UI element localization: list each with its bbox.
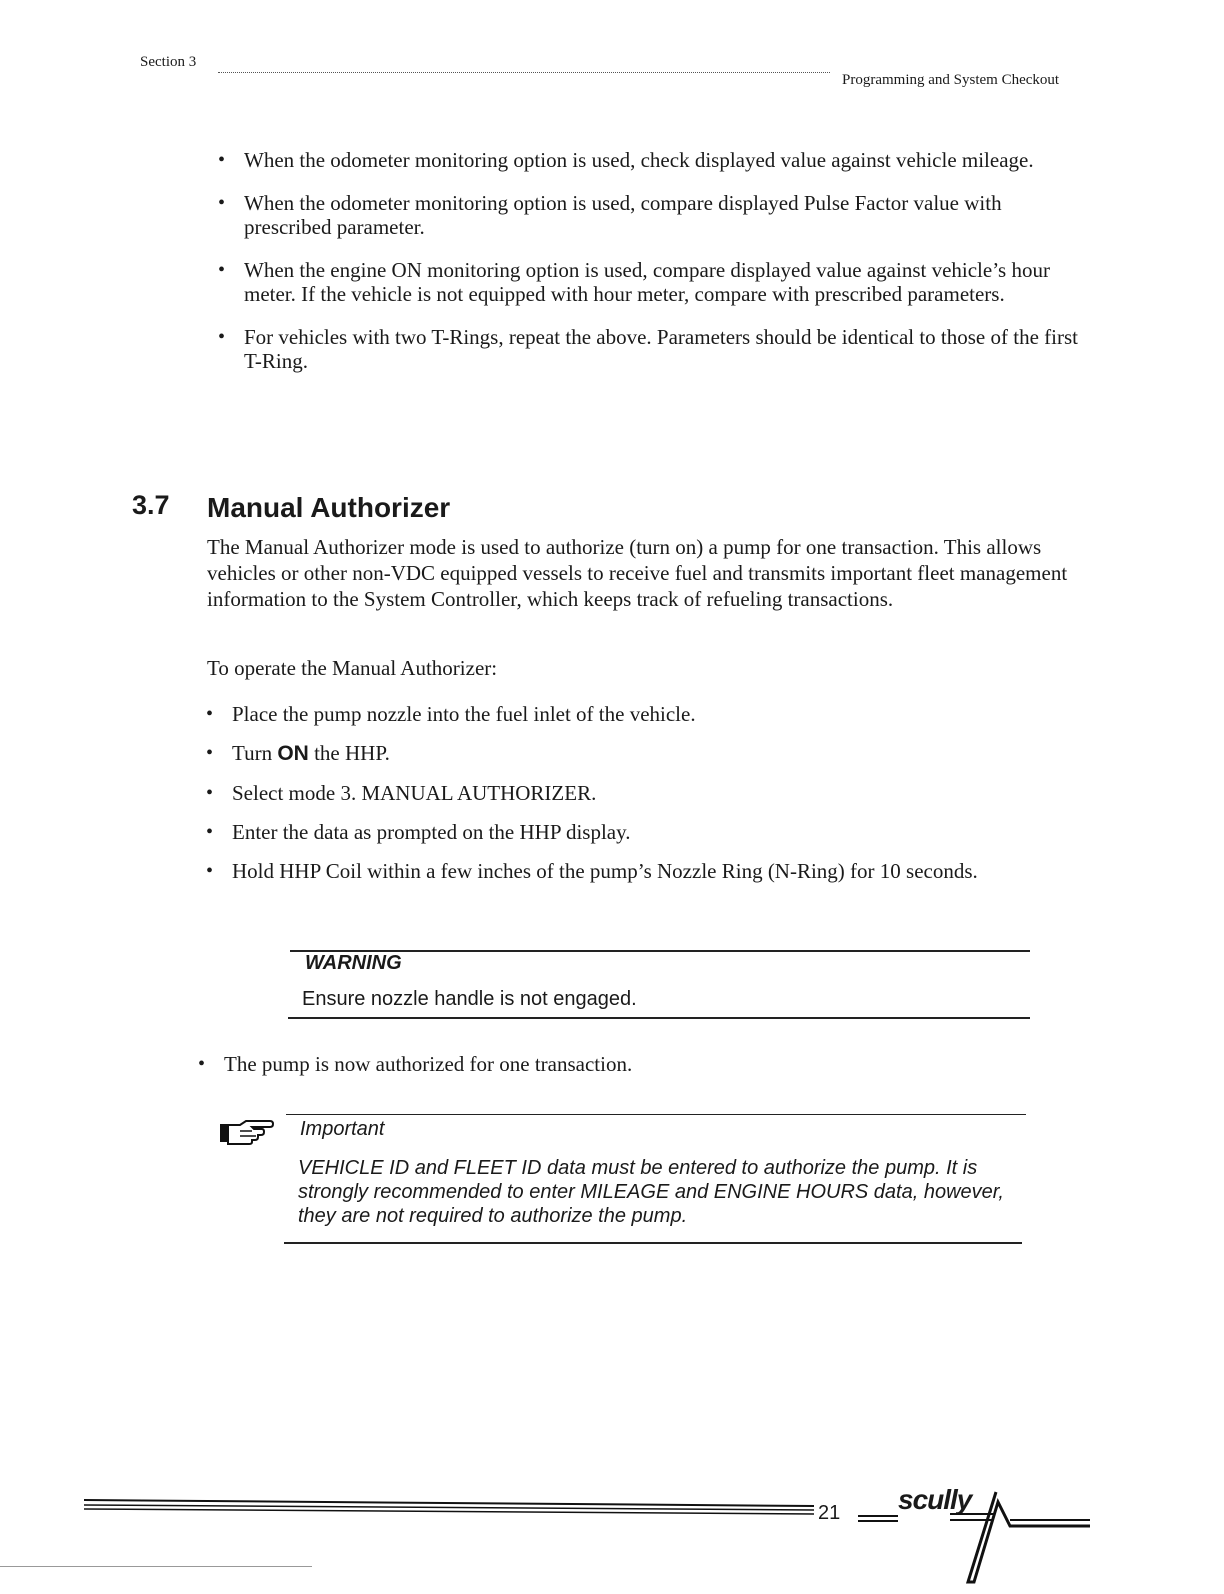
list-item: • When the odometer monitoring option is used, compare displayed Pulse Factor value with prescribed parameter. [244,191,1094,239]
scan-artifact-line [0,1566,312,1567]
step-emphasis: ON [277,742,309,765]
scully-logo-mark [950,1484,1090,1594]
operation-steps-list [232,702,1032,898]
important-text: VEHICLE ID and FLEET ID data must be entered to authorize the pump. It is strongly recommended to enter MILEAGE and ENGINE HOURS data, however, they are not required to authorize the pump. [298,1157,1004,1227]
step-text: the HHP. [308,741,390,765]
operate-instructions-lead: To operate the Manual Authorizer: [207,656,498,680]
section-number: 3.7 [132,490,170,520]
checkout-bullet-list [244,148,1094,392]
important-bottom-rule [284,1242,1022,1244]
step-text: Turn [232,741,278,765]
list-item: • When the engine ON monitoring option is used, compare displayed value against vehicle’s hour meter. If the vehicle is not equipped with hour meter, compare with prescribed parameters. [244,258,1094,306]
important-top-rule [286,1114,1026,1115]
list-item [232,741,1032,766]
final-step-list [224,1052,924,1076]
scully-logo-text: scully [898,1484,972,1515]
list-item: • Hold HHP Coil within a few inches of the pump’s Nozzle Ring (N-Ring) for 10 seconds. [232,859,1032,883]
list-item: • Place the pump nozzle into the fuel inlet of the vehicle. [232,702,1032,726]
important-title: Important [300,1118,385,1140]
page-number: 21 [818,1502,841,1524]
header-section-label: Section 3 [140,54,197,70]
list-item: • For vehicles with two T-Rings, repeat the above. Parameters should be identical to those of the first T-Ring. [244,325,1094,373]
list-item: • Enter the data as prompted on the HHP display. [232,820,1032,844]
warning-text: Ensure nozzle handle is not engaged. [302,988,637,1010]
footer-rule [84,1496,814,1520]
warning-bottom-rule [288,1017,1030,1019]
header-leader-dots [218,72,830,73]
list-item: • Select mode 3. MANUAL AUTHORIZER. [232,781,1032,805]
logo-left-rule [858,1514,898,1526]
pointing-hand-icon [218,1117,274,1147]
section-title: Manual Authorizer [207,492,451,523]
list-item: • The pump is now authorized for one transaction. [224,1052,924,1076]
section-intro-paragraph: The Manual Authorizer mode is used to authorize (turn on) a pump for one transaction. This allows vehicles or other non-VDC equipped vessels to receive fuel and transmits important fleet management information to the System Controller, which keeps track of refueling transactions. [207,535,1068,611]
warning-title: WARNING [305,952,402,974]
header-title: Programming and System Checkout [842,72,1060,88]
list-item: • When the odometer monitoring option is used, check displayed value against vehicle mileage. [244,148,1094,172]
